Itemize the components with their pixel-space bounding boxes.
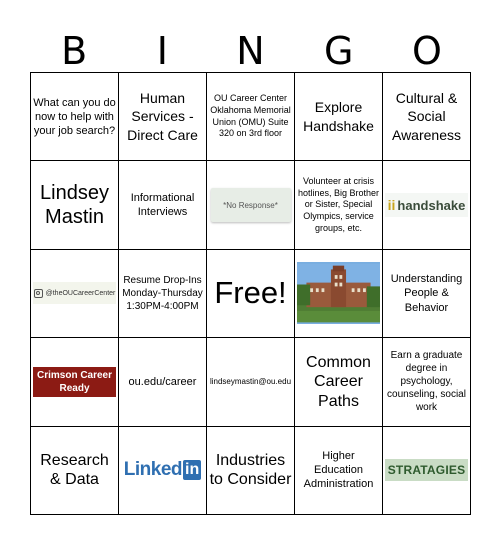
instagram-handle-text: @theOUCareerCenter: [45, 289, 116, 297]
cell-ou-career-url[interactable]: ou.edu/career: [119, 338, 207, 426]
strategies-text: STRATAGIES: [387, 463, 466, 478]
crimson-logo-line2: Ready: [59, 382, 90, 394]
cell-human-services[interactable]: Human Services - Direct Care: [119, 73, 207, 161]
cell-higher-education[interactable]: Higher Education Administration: [295, 427, 383, 515]
cell-understanding-people[interactable]: Understanding People & Behavior: [383, 250, 471, 338]
strategies-logo: [385, 459, 468, 481]
cell-explore-handshake[interactable]: Explore Handshake: [295, 73, 383, 161]
cell-career-center-location[interactable]: OU Career Center Oklahoma Memorial Union (OMU) Suite 320 on 3rd floor: [207, 73, 295, 161]
cell-strategies-logo[interactable]: [383, 427, 471, 515]
title-letter-i: I: [156, 29, 168, 73]
linkedin-text: Linked: [123, 459, 182, 481]
instagram-icon: [34, 289, 43, 298]
title-letter-o: O: [411, 29, 442, 73]
cell-resume-drop-ins[interactable]: Resume Drop-Ins Monday-Thursday 1:30PM-4:00PM: [119, 250, 207, 338]
cell-instagram-handle[interactable]: [31, 250, 119, 338]
cell-email[interactable]: lindseymastin@ou.edu: [207, 338, 295, 426]
cell-free-space[interactable]: Free!: [207, 250, 295, 338]
title-letter-b: B: [61, 29, 88, 73]
no-response-image: *No Response*: [211, 188, 291, 222]
handshake-mark-icon: ii: [387, 197, 396, 214]
cell-cultural-awareness[interactable]: Cultural & Social Awareness: [383, 73, 471, 161]
cell-common-career-paths[interactable]: Common Career Paths: [295, 338, 383, 426]
bingo-title: [30, 30, 471, 72]
bingo-grid: [30, 72, 471, 515]
handshake-logo: [385, 193, 468, 217]
cell-handshake-logo[interactable]: [383, 161, 471, 249]
handshake-logo-text: handshake: [397, 197, 466, 213]
linkedin-in-icon: in: [185, 461, 200, 479]
title-letter-g: G: [323, 29, 354, 73]
cell-graduate-degree[interactable]: Earn a graduate degree in psychology, counseling, social work: [383, 338, 471, 426]
cell-linkedin-logo[interactable]: [119, 427, 207, 515]
cell-research-data[interactable]: Research & Data: [31, 427, 119, 515]
crimson-career-ready-logo: [33, 367, 116, 397]
crimson-logo-line1: Crimson Career: [36, 369, 113, 381]
cell-job-search-question[interactable]: What can you do now to help with your job search?: [31, 73, 119, 161]
cell-informational-interviews[interactable]: Informational Interviews: [119, 161, 207, 249]
title-letter-n: N: [236, 29, 265, 73]
cell-lindsey-mastin[interactable]: Lindsey Mastin: [31, 161, 119, 249]
cell-no-response[interactable]: [207, 161, 295, 249]
cell-campus-photo[interactable]: [295, 250, 383, 338]
instagram-banner: [33, 282, 116, 304]
cell-volunteer[interactable]: Volunteer at crisis hotlines, Big Brother or Sister, Special Olympics, service groups, etc.: [295, 161, 383, 249]
cell-industries[interactable]: Industries to Consider: [207, 427, 295, 515]
linkedin-logo: [124, 459, 201, 481]
cell-crimson-career-ready[interactable]: [31, 338, 119, 426]
campus-building-photo: [297, 262, 380, 324]
